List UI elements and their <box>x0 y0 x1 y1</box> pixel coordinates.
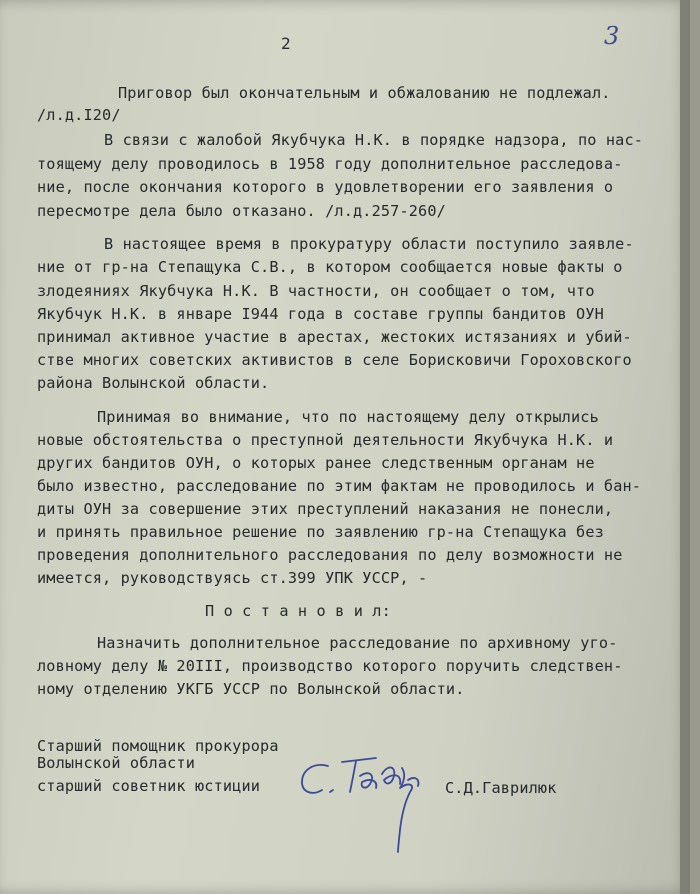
body-line: других бандитов ОУН, о которых ранее следственным органам не <box>37 454 595 472</box>
body-line: Принимая во внимание, что по настоящему делу открылись <box>97 408 599 426</box>
body-line: Якубчук Н.К. в январе I944 года в составе группы бандитов ОУН <box>37 305 604 323</box>
body-line: /л.д.I20/ <box>37 106 121 124</box>
body-line: ние от гр-на Степащука С.В., в котором сообщается новые факты о <box>37 258 623 276</box>
body-line: принимал активное участие в арестах, жестоких истязаниях и убий- <box>37 328 632 346</box>
page-number: 2 <box>281 34 291 53</box>
handwritten-signature <box>290 752 450 862</box>
body-line: ловному делу № 20III, производство которого поручить следствен- <box>37 657 623 675</box>
body-line: новые обстоятельства о преступной деятельности Якубчука Н.К. и <box>37 431 614 449</box>
body-line: ному отделению УКГБ УССР по Волынской области. <box>37 680 465 698</box>
body-line: района Волынской области. <box>37 374 270 392</box>
body-line: В связи с жалобой Якубчука Н.К. в порядке надзора, по нас- <box>104 131 644 149</box>
body-line: В настоящее время в прокуратуру области поступило заявле- <box>104 235 634 253</box>
body-line: проведения дополнительного расследования по делу возможности не <box>37 546 623 564</box>
body-line: было известно, расследование по этим фактам не проводилось и бан- <box>37 477 642 495</box>
body-line: имеется, руководствуясь ст.399 УПК УССР, - <box>37 569 428 587</box>
signatory-rank: старший советник юстиции <box>37 777 261 795</box>
resolution-heading: П о с т а н о в и л: <box>205 602 391 620</box>
body-line: и принять правильное решение по заявлению гр-на Степащука без <box>37 523 604 541</box>
signatory-title: Старший помощник прокурора <box>37 737 279 755</box>
archive-page-number: 3 <box>604 22 620 50</box>
body-line: стве многих советских активистов в селе Борисковичи Гороховского <box>37 351 632 369</box>
signatory-region: Волынской области <box>37 754 195 772</box>
body-line: злодеяниях Якубчука Н.К. В частности, он сообщает о том, что <box>37 282 595 300</box>
body-line: пересмотре дела было отказано. /л.д.257-260/ <box>37 202 446 220</box>
body-line: ние, после окончания которого в удовлетворении его заявления о <box>37 178 614 196</box>
body-line: Приговор был окончательным и обжалованию не подлежал. <box>118 84 611 102</box>
body-line: диты ОУН за совершение этих преступлений наказания не понесли, <box>37 500 614 518</box>
body-line: тоящему делу проводилось в 1958 году дополнительное расследова- <box>37 155 623 173</box>
signatory-name: С.Д.Гаврилюк <box>445 779 557 797</box>
page-edge <box>680 0 690 894</box>
body-line: Назначить дополнительное расследование по архивному уго- <box>97 634 618 652</box>
